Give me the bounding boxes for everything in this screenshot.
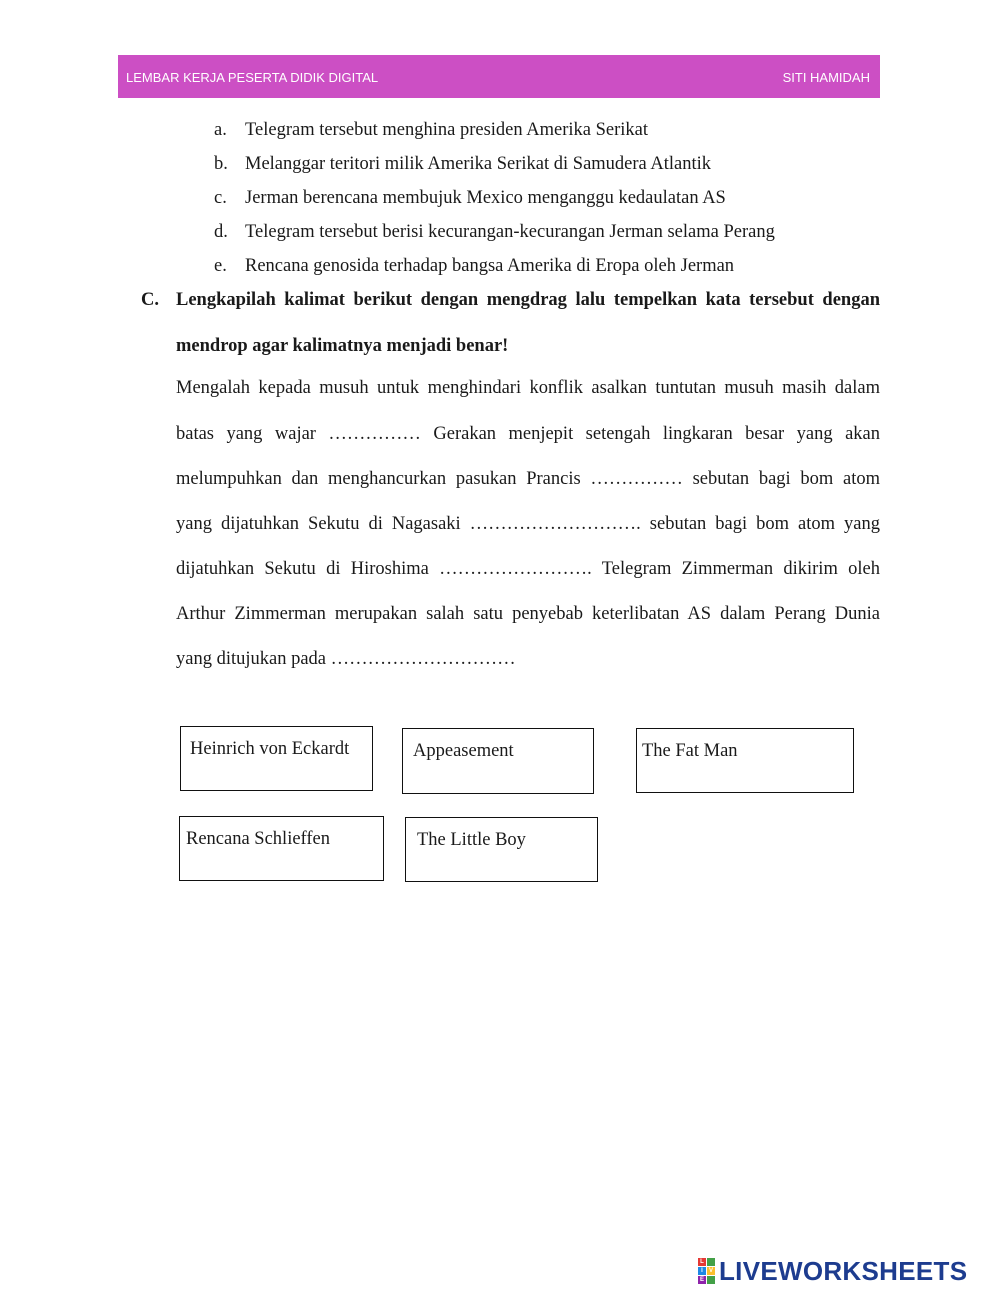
drag-option-the-fat-man[interactable]: The Fat Man (636, 728, 854, 793)
option-a (214, 120, 648, 141)
option-e (214, 256, 734, 277)
option-letter: e. (214, 256, 227, 276)
option-b (214, 154, 711, 175)
option-d (214, 222, 775, 243)
option-letter: b. (214, 154, 228, 174)
section-instruction-line1: Lengkapilah kalimat berikut dengan mengdrag lalu tempelkan kata tersebut dengan (176, 290, 880, 310)
paragraph-line: batas yang wajar …………… Gerakan menjepit setengah lingkaran besar yang akan (176, 424, 880, 444)
drag-option-appeasement[interactable]: Appeasement (402, 728, 594, 794)
option-letter: c. (214, 188, 227, 208)
paragraph-line: yang ditujukan pada ………………………… (176, 649, 516, 669)
option-letter: a. (214, 120, 227, 140)
option-c (214, 188, 726, 209)
option-text: Rencana genosida terhadap bangsa Amerika di Eropa oleh Jerman (245, 256, 735, 276)
liveworksheets-logo-text: LIVEWORKSHEETS (719, 1255, 968, 1286)
paragraph-line: yang dijatuhkan Sekutu di Nagasaki ………………………. sebutan bagi bom atom yang (176, 514, 880, 534)
option-letter: d. (214, 222, 228, 242)
drag-option-the-little-boy[interactable]: The Little Boy (405, 817, 598, 882)
liveworksheets-logo (698, 1256, 967, 1286)
section-instruction-line2: mendrop agar kalimatnya menjadi benar! (176, 336, 509, 356)
paragraph-line: melumpuhkan dan menghancurkan pasukan Prancis …………… sebutan bagi bom atom (176, 469, 880, 489)
paragraph-line: Arthur Zimmerman merupakan salah satu penyebab keterlibatan AS dalam Perang Dunia (176, 604, 880, 624)
drag-option-rencana-schlieffen[interactable]: Rencana Schlieffen (179, 816, 384, 881)
option-text: Telegram tersebut berisi kecurangan-kecurangan Jerman selama Perang (245, 222, 775, 242)
option-text: Melanggar teritori milik Amerika Serikat di Samudera Atlantik (245, 154, 711, 174)
option-text: Jerman berencana membujuk Mexico menganggu kedaulatan AS (245, 188, 726, 208)
paragraph-line: Mengalah kepada musuh untuk menghindari konflik asalkan tuntutan musuh masih dalam (176, 378, 880, 398)
header-title: LEMBAR KERJA PESERTA DIDIK DIGITAL (126, 70, 379, 85)
option-text: Telegram tersebut menghina presiden Amerika Serikat (245, 120, 648, 140)
paragraph-line: dijatuhkan Sekutu di Hiroshima ……………………. Telegram Zimmerman dikirim oleh (176, 559, 880, 579)
header-author: SITI HAMIDAH (782, 70, 870, 85)
page-header (118, 55, 880, 98)
drag-option-heinrich-von-eckardt[interactable]: Heinrich von Eckardt (180, 726, 373, 791)
section-label: C. (141, 290, 159, 310)
liveworksheets-logo-icon: L I V E (699, 1259, 713, 1283)
